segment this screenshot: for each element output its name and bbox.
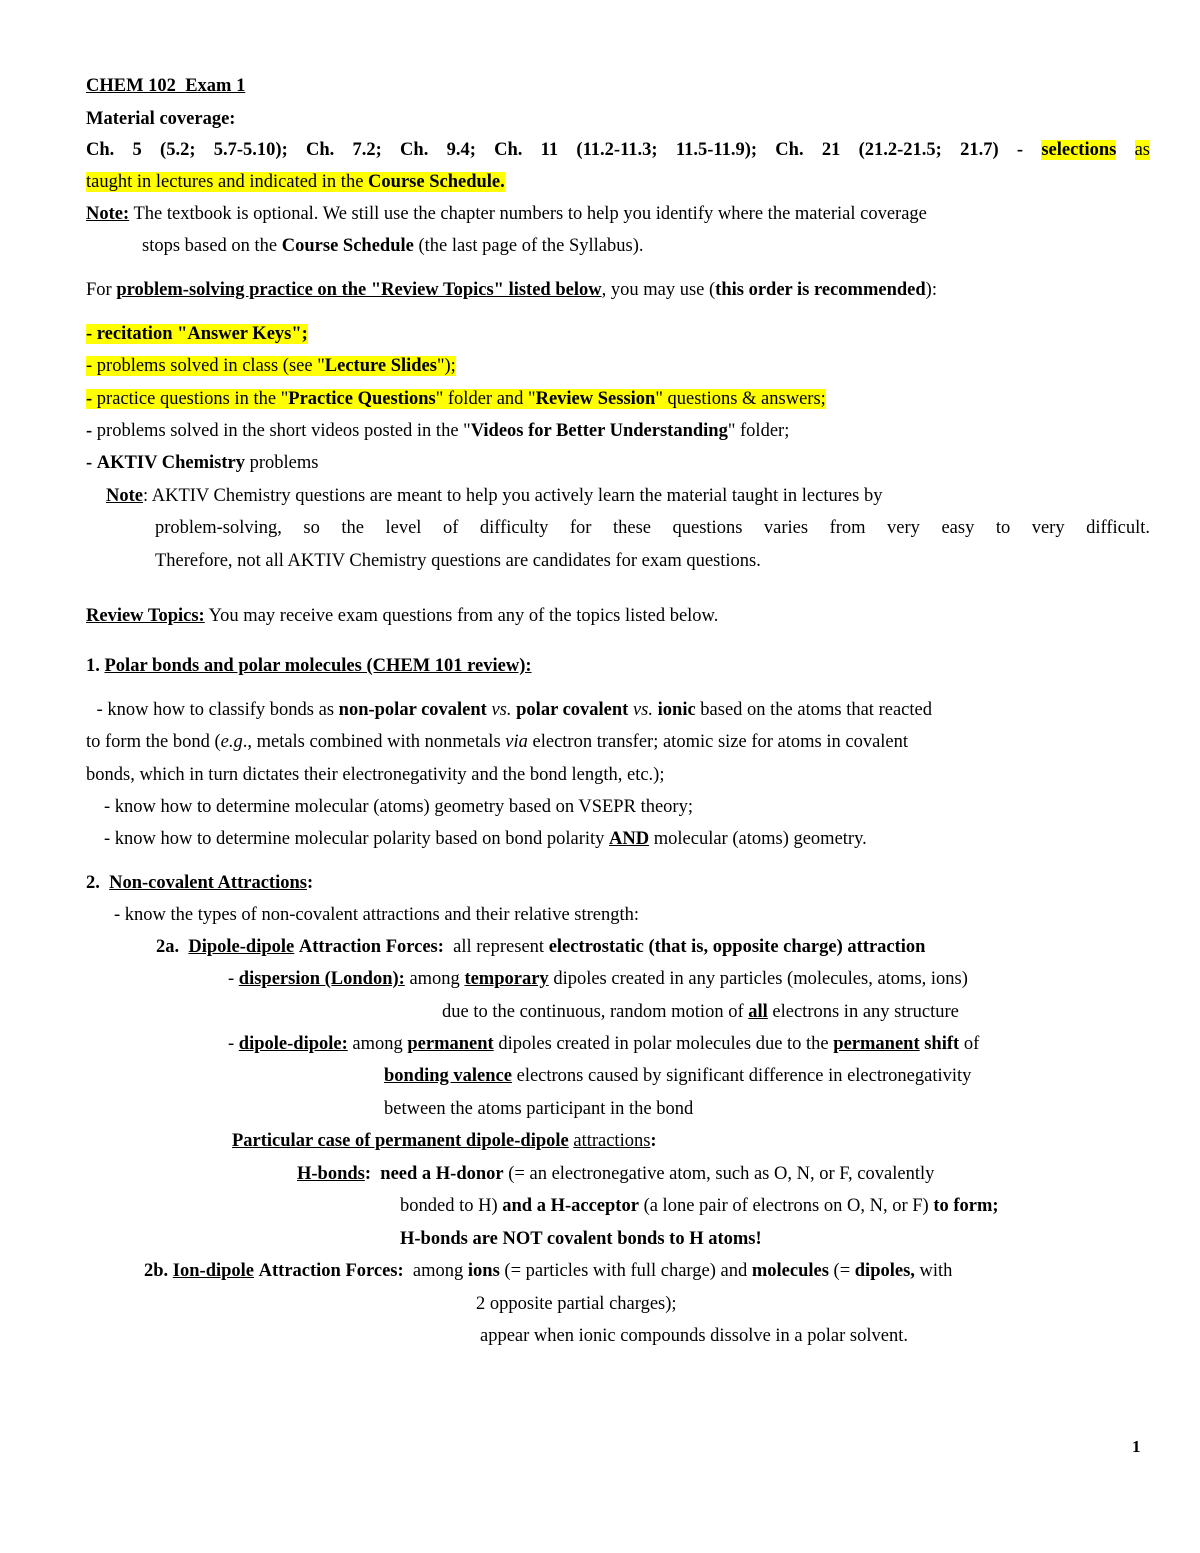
- practice-intro: For problem-solving practice on the "Review Topics" listed below, you may use (this order is recommended):: [86, 280, 937, 300]
- section-1-heading: 1. Polar bonds and polar molecules (CHEM 101 review):: [86, 656, 532, 676]
- dispersion-line2: due to the continuous, random motion of all electrons in any structure: [442, 1002, 959, 1022]
- section-1-line: - know how to classify bonds as non-polar covalent vs. polar covalent vs. ionic based on the atoms that reacted: [96, 700, 932, 720]
- section-1-line: - know how to determine molecular (atoms) geometry based on VSEPR theory;: [104, 797, 693, 817]
- ion-dipole-line3: appear when ionic compounds dissolve in a polar solvent.: [480, 1326, 908, 1346]
- particular-case: Particular case of permanent dipole-dipole attractions:: [232, 1131, 657, 1151]
- coverage-label: Material coverage:: [86, 109, 236, 129]
- resource-item: - problems solved in class (see "Lecture Slides");: [86, 356, 456, 376]
- subsection-2a-heading: 2a. Dipole-dipole Attraction Forces: all represent electrostatic (that is, opposite charge) attraction: [156, 937, 926, 957]
- resource-item: - practice questions in the "Practice Questions" folder and "Review Session" questions & answers;: [86, 389, 826, 409]
- note-textbook: Note: The textbook is optional. We still use the chapter numbers to help you identify where the material coverage: [86, 204, 927, 224]
- exam-title: CHEM 102 Exam 1: [86, 76, 246, 96]
- note-aktiv-line2: problem-solving, so the level of difficulty for these questions varies from very easy to very difficult.: [155, 518, 1150, 538]
- h-bonds-line2: bonded to H) and a H-acceptor (a lone pair of electrons on O, N, or F) to form;: [400, 1196, 999, 1216]
- note-textbook-cont: stops based on the Course Schedule (the last page of the Syllabus).: [142, 236, 644, 256]
- dipole-dipole-line: - dipole-dipole: among permanent dipoles created in polar molecules due to the permanent shift of: [228, 1034, 980, 1054]
- coverage-taught: taught in lectures and indicated in the Course Schedule.: [86, 172, 505, 192]
- h-bonds-line: H-bonds: need a H-donor (= an electronegative atom, such as O, N, or F, covalently: [297, 1164, 935, 1184]
- dipole-dipole-line3: between the atoms participant in the bond: [384, 1099, 694, 1119]
- note-aktiv-line3: Therefore, not all AKTIV Chemistry questions are candidates for exam questions.: [155, 551, 761, 571]
- resource-item: - recitation "Answer Keys";: [86, 324, 308, 344]
- subsection-2b-heading: 2b. Ion-dipole Attraction Forces: among ions (= particles with full charge) and molecules (= dipoles, with: [144, 1261, 953, 1281]
- resource-item: - AKTIV Chemistry problems: [86, 453, 319, 473]
- dispersion-line: - dispersion (London): among temporary dipoles created in any particles (molecules, atoms, ions): [228, 969, 968, 989]
- ion-dipole-line2: 2 opposite partial charges);: [476, 1294, 677, 1314]
- section-1-line: bonds, which in turn dictates their electronegativity and the bond length, etc.);: [86, 765, 665, 785]
- page-number: 1: [1132, 1437, 1141, 1456]
- review-topics: Review Topics: You may receive exam questions from any of the topics listed below.: [86, 606, 719, 626]
- resource-item: - problems solved in the short videos posted in the "Videos for Better Understanding" folder;: [86, 421, 790, 441]
- note-aktiv: Note: AKTIV Chemistry questions are meant to help you actively learn the material taught in lectures by: [106, 486, 883, 506]
- section-2-heading: 2. Non-covalent Attractions:: [86, 873, 314, 893]
- section-2-intro: - know the types of non-covalent attractions and their relative strength:: [114, 905, 640, 925]
- h-bonds-line3: H-bonds are NOT covalent bonds to H atoms!: [400, 1229, 762, 1249]
- section-1-line: to form the bond (e.g., metals combined with nonmetals via electron transfer; atomic size for atoms in covalent: [86, 732, 909, 752]
- coverage-chapters: Ch. 5 (5.2; 5.7-5.10); Ch. 7.2; Ch. 9.4; Ch. 11 (11.2-11.3; 11.5-11.9); Ch. 21 (21.2-21.5; 21.7) - selections as: [86, 140, 1151, 160]
- section-1-line: - know how to determine molecular polarity based on bond polarity AND molecular (atoms) geometry.: [104, 829, 867, 849]
- dipole-dipole-line2: bonding valence electrons caused by significant difference in electronegativity: [384, 1066, 972, 1086]
